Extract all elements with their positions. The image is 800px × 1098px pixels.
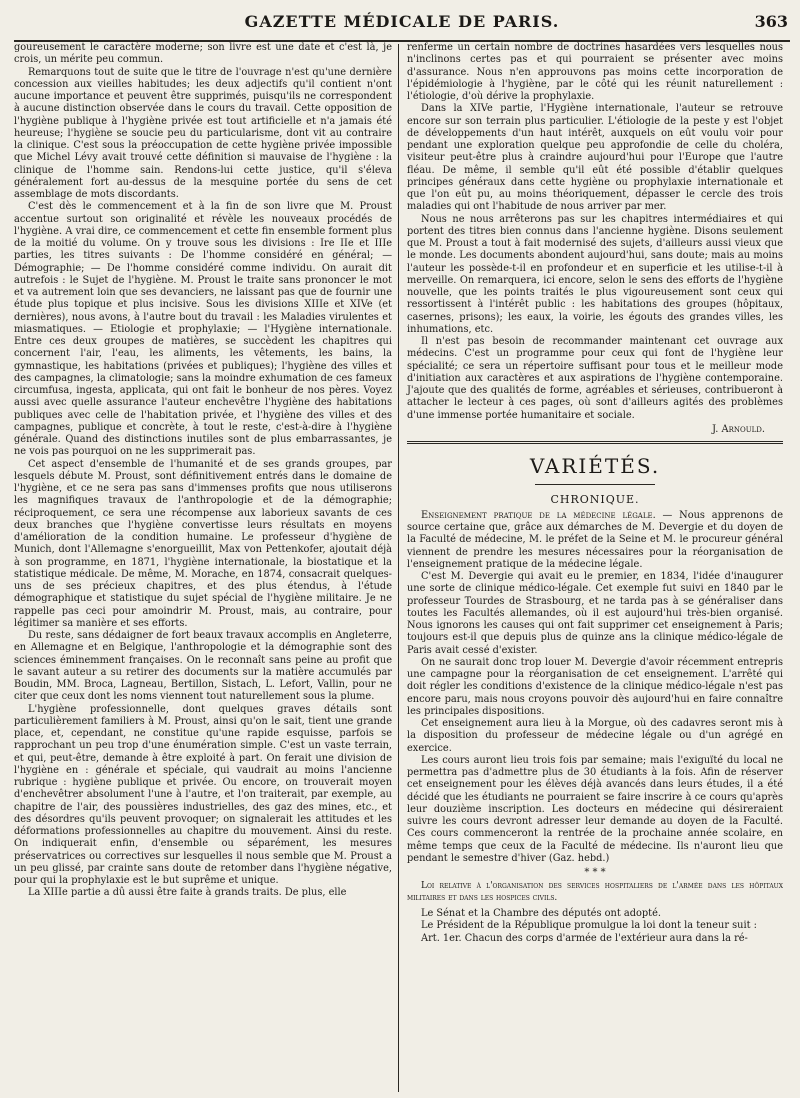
paragraph: Les cours auront lieu trois fois par semaine; mais l'exiguïté du local ne permettra pas d'admettre plus de 30 étudiants à la fois. Afin de réserver cet enseignement pour les élèves déjà avancés dans leurs études, il a été décidé que les étudiants ne pourraient se faire inscrire à ce cours qu'après leur douzième inscription. Les docteurs en médecine qui désireraient suivre les cours devront adresser leur demande au doyen de la Faculté. Ces cours commenceront la rentrée de la prochaine année scolaire, en même temps que ceux de la Faculté de médecine. Ils n'auront lieu que pendant le semestre d'hiver (Gaz. hebd.): [407, 754, 783, 864]
right-column: [399, 42, 783, 1094]
title-underline: [535, 484, 655, 485]
law-title: Loi relative à l'organisation des services hospitaliers de l'armée dans les hôpitaux militaires et dans les hospices civils.: [407, 881, 783, 903]
author-signature: J. Arnould.: [712, 423, 765, 435]
paragraph: Remarquons tout de suite que le titre de l'ouvrage n'est qu'une dernière concession aux vieilles habitudes; les deux adjectifs qu'il contient n'ont aucune importance et peuvent être supprimés, puisqu'ils ne correspondent à aucune distinction observée dans le cours du travail. Cette opposition de l'hygiène publique à l'hygiène privée est tout artificielle et n'a jamais été heureuse; l'hygiène se soucie peu du particularisme, dont vit au contraire la clinique. C'est sous la préoccupation de cette hygiène privée impossible que Michel Lévy avait trouvé cette définition si mauvaise de l'hygiène : la clinique de l'homme sain. Rendons-lui cette justice, qu'il s'éleva généralement fort au-dessus de la mesquine portée du sens de cet assemblage de mots discordants.: [14, 66, 392, 200]
paragraph-body: — Nous apprenons de source certaine que, grâce aux démarches de M. Devergie et du doyen de la Faculté de médecine, M. le préfet de la Seine et M. le procureur général viennent de prendre les mesures nécessaires pour la réorganisation de l'enseignement pratique de la médecine légale.: [407, 509, 783, 570]
paragraph: goureusement le caractère moderne; son livre est une date et c'est là, je crois, un mérite peu commun.: [14, 42, 392, 66]
paragraph: Nous ne nous arrêterons pas sur les chapitres intermédiaires et qui portent des titres bien connus dans l'ancienne hygiène. Disons seulement que M. Proust a tout à fait modernisé des sujets, d'ailleurs aussi vieux que le monde. Les documents abondent aujourd'hui, sans doute; mais au moins l'auteur les possède-t-il en profondeur et en superficie et les utilise-t-il à merveille. On remarquera, ici encore, selon le sens des efforts de l'hygiène nouvelle, que les points traités le plus vigoureusement sont ceux qui ressortissent à l'intérêt public : les habitations des groupes (hôpitaux, casernes, prisons); les eaux, la voirie, les égouts des grandes villes, les inhumations, etc.: [407, 213, 783, 335]
paragraph: [407, 510, 783, 571]
paragraph: Cet enseignement aura lieu à la Morgue, où des cadavres seront mis à la disposition du professeur de médecine légale ou d'un agrégé en exercice.: [407, 718, 783, 754]
running-title: GAZETTE MÉDICALE DE PARIS.: [244, 12, 560, 31]
paragraph: C'est dès le commencement et à la fin de son livre que M. Proust accentue surtout son originalité et révèle les nouveaux procédés de l'hygiène. A vrai dire, ce commencement et cette fin ensemble forment plus de la moitié du volume. On y trouve sous les divisions : Ire IIe et IIIe parties, les titres suivants : De l'homme considéré en général; — Démographie; — De l'homme considéré comme individu. On aurait dit autrefois : le Sujet de l'hygiène. M. Proust le traite sans prononcer le mot et va autrement loin que ses devanciers, ne laissant pas que de fournir une étude plus topique et plus incisive. Sous les divisions XIIIe et XIVe (et dernières), nous avons, à l'autre bout du travail : les Maladies virulentes et miasmatiques. — Etiologie et prophylaxie; — l'Hygiène internationale. Entre ces deux groupes de matières, se succèdent les chapitres qui concernent l'air, l'eau, les aliments, les vêtements, les bains, la gymnastique, les habitations (privées et publiques); l'hygiène des villes et des campagnes, la climatologie; sans la moindre exhumation de ces fameux circumfusa, ingesta, applicata, qui ont fait le bonheur de nos pères. Voyez aussi avec quelle assurance l'auteur enchevêtre l'hygiène des habitations publiques avec celle de l'habitation privée, et l'hygiène des villes et des campagnes, publique et concrète, à tout le reste, c'est-à-dire à l'hygiène générale. Quand des distinctions inutiles sont de plus embarrassantes, je ne vois pas pourquoi on ne les supprimerait pas.: [14, 201, 392, 458]
paragraph: L'hygiène professionnelle, dont quelques graves détails sont particulièrement familiers à M. Proust, ainsi qu'on le sait, tient une grande place, et, cependant, ne constitue qu'une rapide esquisse, parfois se rapprochant un peu trop d'une énumération simple. C'est un vaste terrain, et qui, peut-être, demande à être exploité à part. On ferait une division de l'hygiène en : générale et spéciale, qui vaudrait au moins l'ancienne rubrique : hygiène publique et privée. Ou encore, on trouverait moyen d'enchevêtrer absolument l'une à l'autre, et l'on traiterait, par exemple, au chapitre de l'air, des poussières industrielles, des gaz des mines, etc., et des désordres qu'ils peuvent provoquer; on signalerait les attitudes et les déformations professionnelles au chapitre du mouvement. Ainsi du reste. On indiquerait enfin, d'ensemble ou séparément, les mesures préservatrices ou correctives sur lesquelles il nous semble que M. Proust a un peu glissé, par crainte sans doute de retomber dans l'hygiène négative, pour qui la prophylaxie est le but suprême et unique.: [14, 703, 392, 886]
paragraph: On ne saurait donc trop louer M. Devergie d'avoir récemment entrepris une campagne pour la réorganisation de cet enseignement. L'arrêté qui doit régler les conditions d'existence de la clinique médico-légale n'est pas encore paru, mais nous croyons pouvoir dès aujourd'hui en faire connaître les principales dispositions.: [407, 656, 783, 717]
page-number: 363: [754, 12, 788, 31]
section-title: VARIÉTÉS.: [529, 453, 661, 478]
paragraph: Cet aspect d'ensemble de l'humanité et de ses grands groupes, par lesquels débute M. Proust, sont définitivement entrés dans le domaine de l'hygiène, et ce ne sera pas sans d'immenses profits que nous utiliserons les magnifiques travaux de l'anthropologie et de la démographie; réciproquement, ce sera une récompense aux laborieux savants de ces deux branches que l'hygiène convertisse leurs résultats en moyens d'amélioration de la condition humaine. Le professeur d'hygiène de Munich, dont l'Allemagne s'enorgueillit, Max von Pettenkofer, ajoutait déjà à son programme, en 1871, l'hygiène internationale, la biostatique et la statistique médicale. De même, M. Morache, en 1874, consacrait quelques-uns de ses précieux chapitres, et des plus étendus, à l'étude démographique et statistique du sujet spécial de l'hygiène militaire. Je ne rappelle pas ceci pour amoindrir M. Proust, mais, au contraire, pour légitimer sa manière et ses efforts.: [14, 458, 392, 629]
paragraph: La XIIIe partie a dû aussi être faite à grands traits. De plus, elle: [28, 887, 347, 899]
paragraph: Art. 1er. Chacun des corps d'armée de l'extérieur aura dans la ré-: [421, 932, 748, 944]
paragraph: C'est M. Devergie qui avait eu le premier, en 1834, l'idée d'inaugurer une sorte de clinique médico-légale. Cet exemple fut suivi en 1840 par le professeur Tourdes de Strasbourg, et ne tarda pas à se généraliser dans toutes les Facultés allemandes, où il est aujourd'hui très-bien organisé. Nous ignorons les causes qui ont fait supprimer cet enseignement à Paris; toujours est-il que depuis plus de quinze ans la clinique médico-légale de Paris avait cessé d'exister.: [407, 571, 783, 656]
subsection-title: CHRONIQUE.: [550, 492, 640, 506]
page-header: [14, 0, 790, 42]
section-rule: [407, 441, 783, 444]
paragraph: Le Sénat et la Chambre des députés ont adopté.: [421, 908, 661, 919]
paragraph: Le Président de la République promulgue la loi dont la teneur suit :: [421, 920, 757, 932]
paragraph: Dans la XIVe partie, l'Hygiène internationale, l'auteur se retrouve encore sur son terrain plus particulier. L'étiologie de la peste y est l'objet de développements d'un haut intérêt, auxquels on eût voulu voir pour pendant une exploration quelque peu approfondie de celle du choléra, visiteur peut-être plus à craindre aujourd'hui pour l'Europe que l'autre fléau. De même, il semble qu'il eût été possible d'établir quelques principes généraux dans cette hygiène ou prophylaxie internationale et que l'on eût pu, au moins théoriquement, dépasser le cercle des trois maladies qui ont l'habitude de nous arriver par mer.: [407, 103, 783, 213]
paragraph: Du reste, sans dédaigner de fort beaux travaux accomplis en Angleterre, en Allemagne et en Belgique, l'anthropologie et la démographie sont des sciences éminemment françaises. On le reconnaît sans peine au profit que le savant auteur a su retirer des documents sur la matière accumulés par Boudin, MM. Broca, Lagneau, Bertillon, Sistach, L. Lefort, Vallin, pour ne citer que ceux dont les noms viennent tout naturellement sous la plume.: [14, 630, 392, 703]
section-separator-stars: * * *: [584, 867, 606, 878]
paragraph: Il n'est pas besoin de recommander maintenant cet ouvrage aux médecins. C'est un programme pour ceux qui font de l'hygiène leur spécialité; ce sera un répertoire suffisant pour tous et le meilleur mode d'initiation aux caractères et aux aspirations de l'hygiène contemporaine. J'ajoute que des qualités de forme, agréables et sérieuses, contribueront à attacher le lecteur à ces pages, où sont d'ailleurs agités des problèmes d'une immense portée humanitaire et sociale.: [407, 336, 783, 421]
text-columns: [14, 42, 790, 1094]
paragraph: renferme un certain nombre de doctrines hasardées vers lesquelles nous n'inclinons certes pas et qui pourraient se présenter avec moins d'assurance. Nous n'en approuvons pas moins cette incorporation de l'épidémiologie à l'hygiène, par le côté qui les réunit naturellement : l'étiologie, d'où dérive la prophylaxie.: [407, 42, 783, 102]
left-column: [14, 42, 398, 1094]
paragraph-lead: Enseignement pratique de la médecine légale.: [421, 509, 656, 521]
